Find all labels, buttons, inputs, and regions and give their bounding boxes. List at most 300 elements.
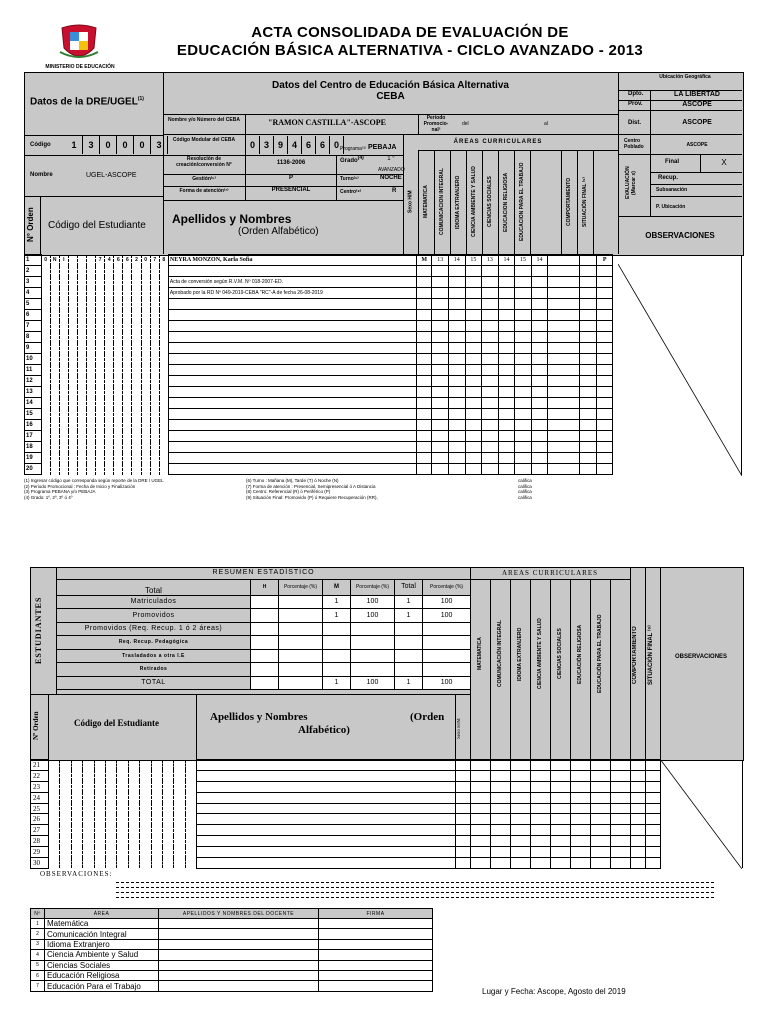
grade-cell[interactable]	[465, 431, 482, 442]
grade-cell[interactable]	[531, 310, 548, 321]
comportamiento-cell[interactable]	[580, 310, 597, 321]
grade-cell[interactable]	[571, 770, 591, 781]
grade-cell[interactable]	[511, 781, 531, 792]
grade-cell[interactable]	[511, 836, 531, 847]
grade-cell[interactable]	[449, 420, 466, 431]
grade-cell[interactable]	[531, 376, 548, 387]
grade-cell[interactable]	[498, 464, 515, 475]
grade-cell[interactable]	[515, 398, 532, 409]
grade-cell[interactable]	[471, 814, 491, 825]
grade-cell[interactable]: 13	[432, 255, 449, 266]
student-sex[interactable]	[456, 781, 471, 792]
grade-cell[interactable]	[482, 288, 499, 299]
grade-cell[interactable]	[591, 858, 611, 869]
grade-cell[interactable]	[482, 354, 499, 365]
grade-cell[interactable]	[531, 266, 548, 277]
grade-cell[interactable]: 13	[482, 255, 499, 266]
grade-cell[interactable]	[498, 376, 515, 387]
grade-cell[interactable]	[551, 803, 571, 814]
grade-cell[interactable]: 15	[465, 255, 482, 266]
comportamiento-cell[interactable]	[580, 299, 597, 310]
comportamiento-cell[interactable]	[580, 420, 597, 431]
grade-cell[interactable]	[515, 365, 532, 376]
grade-cell[interactable]	[531, 453, 548, 464]
grade-cell[interactable]	[571, 847, 591, 858]
grade-cell[interactable]	[471, 858, 491, 869]
grade-cell[interactable]	[432, 365, 449, 376]
grade-cell[interactable]	[432, 343, 449, 354]
grade-cell[interactable]	[491, 760, 511, 771]
grade-cell[interactable]	[498, 453, 515, 464]
grade-cell[interactable]	[449, 464, 466, 475]
grade-cell[interactable]	[449, 431, 466, 442]
grade-cell[interactable]	[531, 387, 548, 398]
grade-cell[interactable]	[531, 858, 551, 869]
grade-cell[interactable]	[531, 321, 548, 332]
grade-cell[interactable]	[482, 398, 499, 409]
comportamiento-cell[interactable]	[580, 354, 597, 365]
grade-cell[interactable]	[551, 836, 571, 847]
grade-cell[interactable]	[449, 288, 466, 299]
grade-cell[interactable]	[531, 847, 551, 858]
grade-cell[interactable]	[449, 266, 466, 277]
grade-cell[interactable]	[482, 365, 499, 376]
student-sex[interactable]	[456, 760, 471, 771]
situacion-cell[interactable]	[596, 453, 613, 464]
situacion-cell[interactable]	[596, 376, 613, 387]
grade-cell[interactable]	[511, 814, 531, 825]
grade-cell[interactable]	[465, 365, 482, 376]
grade-cell[interactable]	[432, 442, 449, 453]
grade-cell[interactable]	[591, 825, 611, 836]
grade-cell[interactable]	[551, 825, 571, 836]
grade-cell[interactable]	[465, 442, 482, 453]
grade-cell[interactable]	[432, 266, 449, 277]
grade-cell[interactable]	[432, 409, 449, 420]
grade-cell[interactable]	[465, 277, 482, 288]
grade-cell[interactable]	[449, 354, 466, 365]
student-name[interactable]	[197, 803, 456, 814]
situacion-cell[interactable]	[596, 409, 613, 420]
comportamiento-cell[interactable]	[631, 781, 646, 792]
grade-cell[interactable]	[498, 266, 515, 277]
grade-cell[interactable]	[449, 376, 466, 387]
grade-cell[interactable]	[531, 420, 548, 431]
grade-cell[interactable]	[449, 453, 466, 464]
grade-cell[interactable]	[432, 354, 449, 365]
grade-cell[interactable]	[515, 409, 532, 420]
comportamiento-cell[interactable]	[631, 858, 646, 869]
grade-cell[interactable]	[515, 332, 532, 343]
grade-cell[interactable]	[531, 792, 551, 803]
grade-cell[interactable]	[498, 420, 515, 431]
student-name[interactable]	[197, 858, 456, 869]
grade-cell[interactable]	[498, 299, 515, 310]
grade-cell[interactable]: 14	[498, 255, 515, 266]
grade-cell[interactable]	[498, 387, 515, 398]
grade-cell[interactable]	[482, 464, 499, 475]
situacion-cell[interactable]	[596, 387, 613, 398]
grade-cell[interactable]	[515, 310, 532, 321]
student-sex[interactable]	[456, 770, 471, 781]
grade-cell[interactable]	[465, 387, 482, 398]
comportamiento-cell[interactable]	[580, 332, 597, 343]
grade-cell[interactable]	[482, 376, 499, 387]
grade-cell[interactable]	[432, 376, 449, 387]
grade-cell[interactable]	[571, 792, 591, 803]
situacion-cell[interactable]	[646, 760, 661, 771]
grade-cell[interactable]	[498, 409, 515, 420]
grade-cell[interactable]	[449, 409, 466, 420]
grade-cell[interactable]	[591, 760, 611, 771]
grade-cell[interactable]	[465, 398, 482, 409]
student-name[interactable]	[197, 814, 456, 825]
comportamiento-cell[interactable]	[631, 770, 646, 781]
comportamiento-cell[interactable]	[580, 255, 597, 266]
grade-cell[interactable]	[571, 814, 591, 825]
grade-cell[interactable]	[471, 803, 491, 814]
grade-cell[interactable]	[465, 464, 482, 475]
grade-cell[interactable]	[531, 431, 548, 442]
student-name[interactable]	[197, 770, 456, 781]
grade-cell[interactable]	[482, 299, 499, 310]
grade-cell[interactable]	[449, 321, 466, 332]
grade-cell[interactable]	[482, 277, 499, 288]
grade-cell[interactable]	[591, 814, 611, 825]
grade-cell[interactable]	[551, 770, 571, 781]
situacion-cell[interactable]	[646, 792, 661, 803]
grade-cell[interactable]	[482, 321, 499, 332]
grade-cell[interactable]	[531, 299, 548, 310]
grade-cell[interactable]	[465, 409, 482, 420]
comportamiento-cell[interactable]	[580, 321, 597, 332]
grade-cell[interactable]	[432, 398, 449, 409]
grade-cell[interactable]	[591, 847, 611, 858]
comportamiento-cell[interactable]	[631, 792, 646, 803]
grade-cell[interactable]	[471, 770, 491, 781]
grade-cell[interactable]	[491, 847, 511, 858]
grade-cell[interactable]	[471, 847, 491, 858]
grade-cell[interactable]	[551, 792, 571, 803]
grade-cell[interactable]	[531, 836, 551, 847]
grade-cell[interactable]	[482, 442, 499, 453]
student-sex[interactable]	[456, 858, 471, 869]
grade-cell[interactable]	[432, 321, 449, 332]
grade-cell[interactable]	[482, 343, 499, 354]
grade-cell[interactable]	[511, 770, 531, 781]
grade-cell[interactable]	[498, 365, 515, 376]
situacion-cell[interactable]	[596, 310, 613, 321]
grade-cell[interactable]	[515, 387, 532, 398]
grade-cell[interactable]	[465, 299, 482, 310]
grade-cell[interactable]	[498, 354, 515, 365]
docente-firma[interactable]	[319, 929, 433, 939]
grade-cell[interactable]	[571, 836, 591, 847]
grade-cell[interactable]	[491, 858, 511, 869]
grade-cell[interactable]	[491, 803, 511, 814]
grade-cell[interactable]	[511, 760, 531, 771]
grade-cell[interactable]	[465, 453, 482, 464]
docente-name[interactable]	[159, 970, 319, 980]
grade-cell[interactable]	[432, 277, 449, 288]
grade-cell[interactable]	[551, 814, 571, 825]
grade-cell[interactable]: 14	[449, 255, 466, 266]
situacion-cell[interactable]: P	[596, 255, 613, 266]
docente-firma[interactable]	[319, 939, 433, 949]
grade-cell[interactable]	[571, 781, 591, 792]
grade-cell[interactable]	[449, 332, 466, 343]
situacion-cell[interactable]	[646, 770, 661, 781]
grade-cell[interactable]	[491, 836, 511, 847]
grade-cell[interactable]	[515, 376, 532, 387]
grade-cell[interactable]	[515, 277, 532, 288]
situacion-cell[interactable]	[596, 464, 613, 475]
student-name[interactable]	[197, 760, 456, 771]
grade-cell[interactable]	[498, 332, 515, 343]
grade-cell[interactable]	[531, 803, 551, 814]
grade-cell[interactable]	[498, 343, 515, 354]
grade-cell[interactable]	[498, 288, 515, 299]
grade-cell[interactable]	[482, 453, 499, 464]
comportamiento-cell[interactable]	[631, 825, 646, 836]
grade-cell[interactable]	[432, 464, 449, 475]
grade-cell[interactable]	[465, 376, 482, 387]
comportamiento-cell[interactable]	[580, 398, 597, 409]
docente-firma[interactable]	[319, 919, 433, 929]
student-sex[interactable]	[456, 803, 471, 814]
grade-cell[interactable]	[449, 387, 466, 398]
student-name[interactable]	[197, 792, 456, 803]
grade-cell[interactable]	[465, 266, 482, 277]
grade-cell[interactable]	[449, 343, 466, 354]
grade-cell[interactable]	[465, 332, 482, 343]
grade-cell[interactable]	[482, 310, 499, 321]
student-name[interactable]	[197, 836, 456, 847]
docente-firma[interactable]	[319, 970, 433, 980]
student-sex[interactable]	[456, 847, 471, 858]
grade-cell[interactable]	[591, 781, 611, 792]
situacion-cell[interactable]	[596, 354, 613, 365]
comportamiento-cell[interactable]	[580, 431, 597, 442]
grade-cell[interactable]	[482, 387, 499, 398]
student-name[interactable]	[197, 825, 456, 836]
situacion-cell[interactable]	[596, 332, 613, 343]
grade-cell[interactable]	[498, 277, 515, 288]
grade-cell[interactable]	[551, 858, 571, 869]
grade-cell[interactable]	[465, 354, 482, 365]
grade-cell[interactable]	[432, 453, 449, 464]
grade-cell[interactable]	[491, 814, 511, 825]
grade-cell[interactable]	[432, 310, 449, 321]
grade-cell[interactable]	[471, 781, 491, 792]
comportamiento-cell[interactable]	[580, 464, 597, 475]
grade-cell[interactable]	[482, 420, 499, 431]
comportamiento-cell[interactable]	[580, 387, 597, 398]
grade-cell[interactable]	[471, 836, 491, 847]
grade-cell[interactable]	[449, 442, 466, 453]
grade-cell[interactable]	[465, 288, 482, 299]
grade-cell[interactable]	[511, 803, 531, 814]
grade-cell[interactable]	[591, 836, 611, 847]
grade-cell[interactable]	[515, 321, 532, 332]
grade-cell[interactable]	[515, 453, 532, 464]
docente-name[interactable]	[159, 939, 319, 949]
grade-cell[interactable]	[531, 770, 551, 781]
situacion-cell[interactable]	[596, 277, 613, 288]
student-sex[interactable]	[456, 792, 471, 803]
grade-cell[interactable]	[515, 299, 532, 310]
grade-cell[interactable]	[511, 792, 531, 803]
grade-cell[interactable]	[571, 803, 591, 814]
grade-cell[interactable]	[591, 803, 611, 814]
comportamiento-cell[interactable]	[580, 453, 597, 464]
situacion-cell[interactable]	[596, 266, 613, 277]
grade-cell[interactable]	[515, 431, 532, 442]
grade-cell[interactable]	[515, 288, 532, 299]
grade-cell[interactable]	[511, 825, 531, 836]
situacion-cell[interactable]	[596, 442, 613, 453]
situacion-cell[interactable]	[596, 365, 613, 376]
grade-cell[interactable]	[465, 343, 482, 354]
student-name[interactable]	[197, 781, 456, 792]
docente-name[interactable]	[159, 981, 319, 991]
grade-cell[interactable]	[511, 847, 531, 858]
comportamiento-cell[interactable]	[580, 442, 597, 453]
docente-firma[interactable]	[319, 981, 433, 991]
grade-cell[interactable]	[551, 781, 571, 792]
grade-cell[interactable]	[449, 299, 466, 310]
grade-cell[interactable]	[498, 321, 515, 332]
grade-cell[interactable]	[531, 464, 548, 475]
grade-cell[interactable]	[482, 431, 499, 442]
grade-cell[interactable]	[531, 409, 548, 420]
student-sex[interactable]	[456, 825, 471, 836]
grade-cell[interactable]	[531, 442, 548, 453]
grade-cell[interactable]	[531, 343, 548, 354]
grade-cell[interactable]	[515, 420, 532, 431]
grade-cell[interactable]	[471, 825, 491, 836]
situacion-cell[interactable]	[646, 825, 661, 836]
grade-cell[interactable]	[491, 770, 511, 781]
grade-cell[interactable]	[491, 792, 511, 803]
grade-cell[interactable]	[515, 464, 532, 475]
grade-cell[interactable]	[571, 760, 591, 771]
grade-cell[interactable]	[491, 781, 511, 792]
grade-cell[interactable]	[432, 288, 449, 299]
grade-cell[interactable]	[531, 332, 548, 343]
grade-cell[interactable]	[591, 770, 611, 781]
grade-cell[interactable]	[432, 332, 449, 343]
docente-name[interactable]	[159, 929, 319, 939]
situacion-cell[interactable]	[596, 321, 613, 332]
grade-cell[interactable]	[571, 825, 591, 836]
grade-cell[interactable]	[515, 343, 532, 354]
grade-cell[interactable]	[531, 814, 551, 825]
situacion-cell[interactable]	[596, 398, 613, 409]
grade-cell[interactable]	[591, 792, 611, 803]
situacion-cell[interactable]	[596, 420, 613, 431]
situacion-cell[interactable]	[646, 781, 661, 792]
comportamiento-cell[interactable]	[580, 409, 597, 420]
grade-cell[interactable]	[465, 310, 482, 321]
grade-cell[interactable]	[551, 847, 571, 858]
student-sex[interactable]	[456, 814, 471, 825]
comportamiento-cell[interactable]	[580, 266, 597, 277]
docente-firma[interactable]	[319, 950, 433, 960]
grade-cell[interactable]	[432, 431, 449, 442]
grade-cell[interactable]	[531, 760, 551, 771]
grade-cell[interactable]	[471, 760, 491, 771]
situacion-cell[interactable]	[646, 803, 661, 814]
comportamiento-cell[interactable]	[580, 376, 597, 387]
situacion-cell[interactable]	[596, 288, 613, 299]
grade-cell[interactable]	[511, 858, 531, 869]
grade-cell[interactable]	[498, 431, 515, 442]
comportamiento-cell[interactable]	[631, 760, 646, 771]
grade-cell[interactable]	[531, 354, 548, 365]
grade-cell[interactable]	[498, 398, 515, 409]
grade-cell[interactable]	[531, 277, 548, 288]
situacion-cell[interactable]	[596, 431, 613, 442]
grade-cell[interactable]	[531, 781, 551, 792]
grade-cell[interactable]	[498, 310, 515, 321]
grade-cell[interactable]	[498, 442, 515, 453]
comportamiento-cell[interactable]	[631, 847, 646, 858]
grade-cell[interactable]	[571, 858, 591, 869]
grade-cell[interactable]	[482, 332, 499, 343]
comportamiento-cell[interactable]	[631, 836, 646, 847]
grade-cell[interactable]	[482, 266, 499, 277]
grade-cell[interactable]	[531, 288, 548, 299]
situacion-cell[interactable]	[596, 343, 613, 354]
grade-cell[interactable]	[465, 321, 482, 332]
grade-cell[interactable]	[471, 792, 491, 803]
comportamiento-cell[interactable]	[580, 365, 597, 376]
situacion-cell[interactable]	[646, 836, 661, 847]
grade-cell[interactable]	[449, 310, 466, 321]
docente-name[interactable]	[159, 950, 319, 960]
grade-cell[interactable]: 14	[531, 255, 548, 266]
grade-cell[interactable]	[432, 387, 449, 398]
grade-cell[interactable]	[432, 299, 449, 310]
comportamiento-cell[interactable]	[580, 288, 597, 299]
grade-cell[interactable]	[491, 825, 511, 836]
situacion-cell[interactable]	[646, 814, 661, 825]
grade-cell[interactable]	[449, 365, 466, 376]
grade-cell[interactable]	[515, 354, 532, 365]
grade-cell[interactable]	[465, 420, 482, 431]
grade-cell[interactable]	[531, 398, 548, 409]
situacion-cell[interactable]	[646, 847, 661, 858]
grade-cell[interactable]	[449, 277, 466, 288]
student-name[interactable]	[197, 847, 456, 858]
grade-cell[interactable]	[531, 365, 548, 376]
grade-cell[interactable]	[482, 409, 499, 420]
situacion-cell[interactable]	[646, 858, 661, 869]
grade-cell[interactable]	[551, 760, 571, 771]
docente-firma[interactable]	[319, 960, 433, 970]
comportamiento-cell[interactable]	[580, 343, 597, 354]
docente-name[interactable]	[159, 960, 319, 970]
comportamiento-cell[interactable]	[580, 277, 597, 288]
grade-cell[interactable]	[449, 398, 466, 409]
student-sex[interactable]	[456, 836, 471, 847]
comportamiento-cell[interactable]	[631, 814, 646, 825]
situacion-cell[interactable]	[596, 299, 613, 310]
grade-cell[interactable]	[515, 266, 532, 277]
grade-cell[interactable]	[432, 420, 449, 431]
comportamiento-cell[interactable]	[631, 803, 646, 814]
